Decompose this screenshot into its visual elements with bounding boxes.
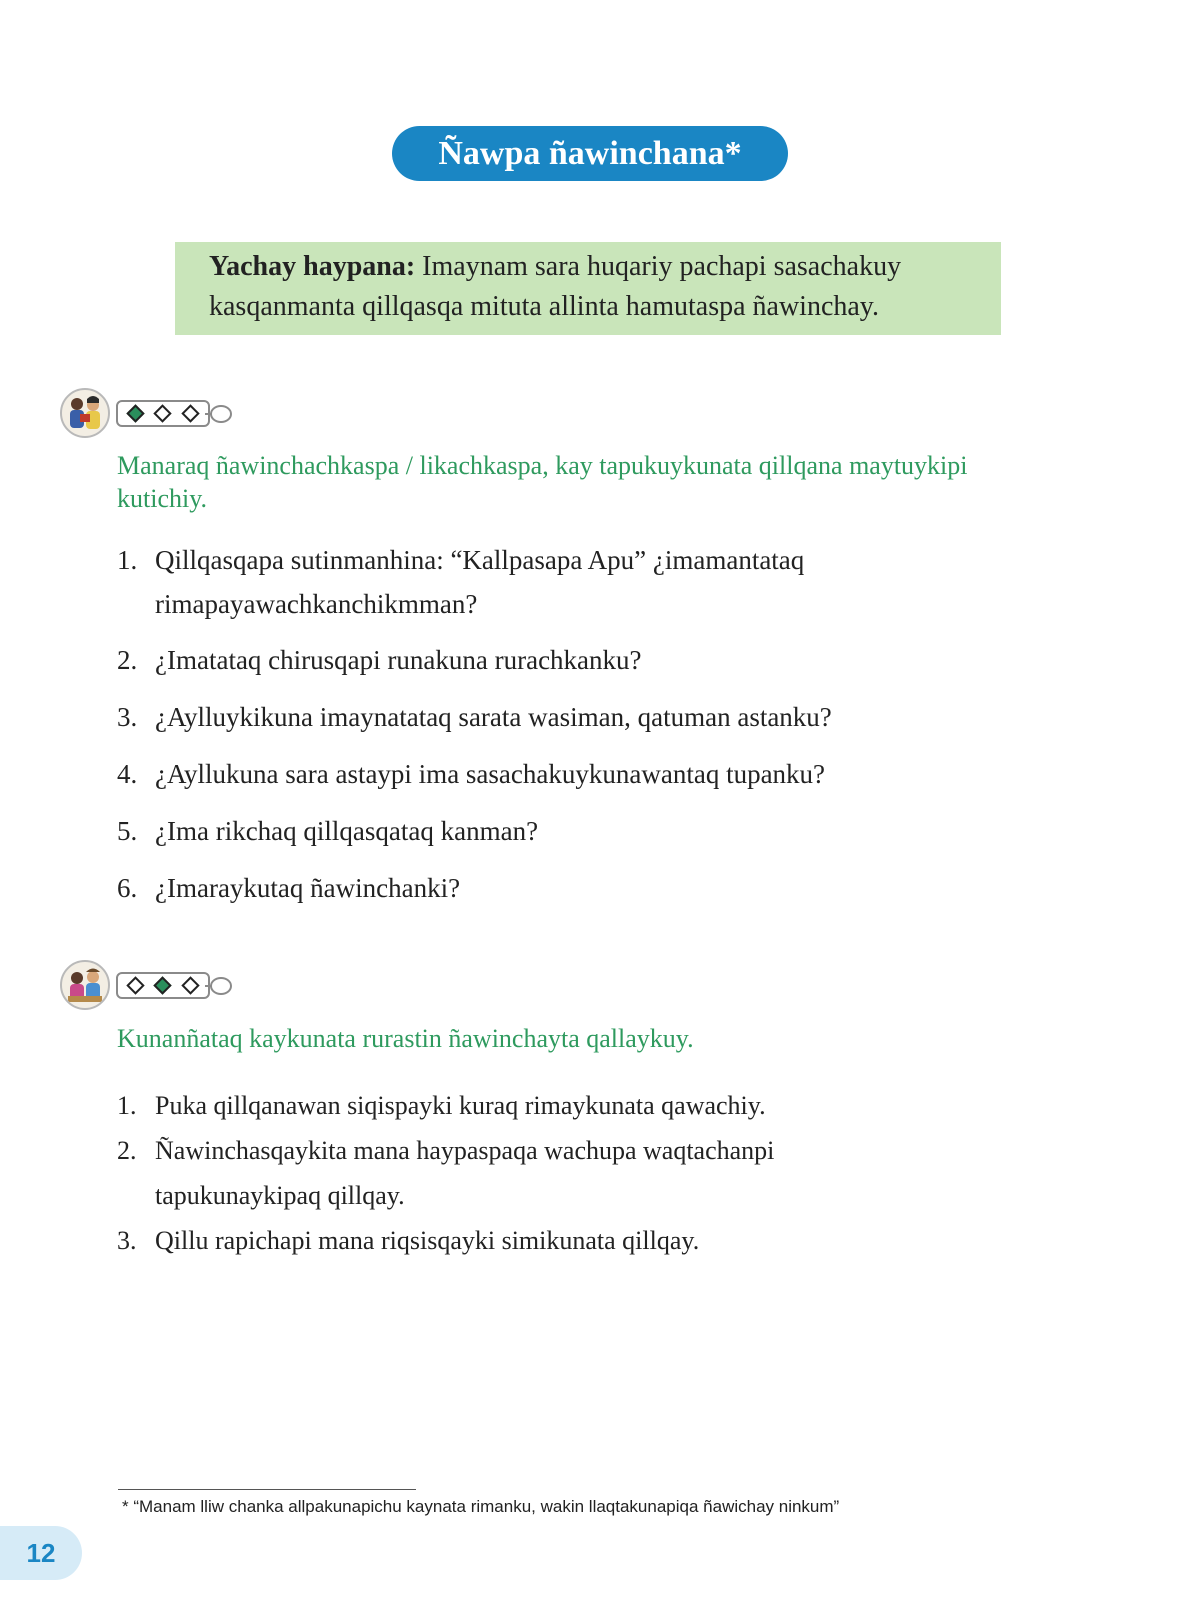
item-number: 3. [117, 702, 138, 732]
page-number: 12 [26, 1537, 56, 1568]
item-number: 1. [117, 545, 138, 575]
item-text: ¿Aylluykikuna imaynatataq sarata wasiman, qatuman astanku? [155, 702, 832, 732]
question-list [117, 538, 997, 910]
item-text: ¿Imatataq chirusqapi runakuna rurachkanku? [155, 645, 642, 675]
item-text: ¿Ima rikchaq qillqasqataq kanman? [155, 816, 539, 846]
page-title [392, 126, 788, 181]
list-item [117, 695, 997, 739]
section1-instruction: Manaraq ñawinchachkaspa / likachkaspa, kay tapukuykunata qillqana maytuykipi kutichiy. [117, 451, 968, 513]
item-number: 4. [117, 759, 138, 789]
reading-pair-avatar-icon [60, 388, 110, 438]
item-number: 1. [117, 1091, 137, 1120]
list-item [117, 638, 997, 682]
item-number: 3. [117, 1226, 137, 1255]
list-item [117, 1218, 997, 1263]
item-text: Qillqasqapa sutinmanhina: “Kallpasapa Apu” ¿imamantataq rimapayawachkanchikmman? [155, 545, 805, 619]
difficulty-tag-2 [116, 972, 210, 999]
goal-label: Yachay haypana: [209, 251, 416, 282]
section2-instruction: Kunanñataq kaykunata rurastin ñawinchayta qallaykuy. [117, 1024, 694, 1053]
item-text: ¿Ayllukuna sara astaypi ima sasachakuykunawantaq tupanku? [155, 759, 826, 789]
item-text: Qillu rapichapi mana riqsisqayki simikunata qillqay. [155, 1226, 700, 1255]
learning-goal-box [175, 242, 1001, 335]
list-item [117, 538, 997, 626]
item-number: 2. [117, 1136, 137, 1165]
level-marker-2 [60, 960, 240, 1014]
list-item [117, 809, 997, 853]
footnote: * “Manam lliw chanka allpakunapichu kaynata rimanku, wakin llaqtakunapiqa ñawichay ninkum” [122, 1497, 840, 1516]
diamond-empty-icon [181, 976, 199, 994]
diamond-filled-icon [154, 976, 172, 994]
page-title-text: Ñawpa ñawinchana* [438, 134, 742, 172]
list-item [117, 752, 997, 796]
item-number: 6. [117, 873, 138, 903]
list-item [117, 866, 997, 910]
tag-loop-icon [210, 977, 232, 995]
item-number: 5. [117, 816, 138, 846]
diamond-empty-icon [181, 404, 199, 422]
diamond-empty-icon [126, 976, 144, 994]
page-number-tab [0, 1526, 82, 1580]
list-item [117, 1128, 997, 1218]
item-number: 2. [117, 645, 138, 675]
list-item [117, 1083, 997, 1128]
difficulty-tag-1 [116, 400, 210, 427]
item-text: ¿Imaraykutaq ñawinchanki? [155, 873, 461, 903]
item-text: Puka qillqanawan siqispayki kuraq rimaykunata qawachiy. [155, 1091, 766, 1120]
level-marker-1 [60, 388, 240, 442]
diamond-filled-icon [126, 404, 144, 422]
writing-pair-avatar-icon [60, 960, 110, 1010]
tag-loop-icon [210, 405, 232, 423]
goal-text: Imaynam sara huqariy pachapi sasachakuy kasqanmanta qillqasqa mituta allinta hamutaspa ñawinchay. [209, 251, 902, 322]
task-list [117, 1083, 997, 1263]
footnote-divider [118, 1489, 416, 1490]
diamond-empty-icon [154, 404, 172, 422]
item-text: Ñawinchasqaykita mana haypaspaqa wachupa waqtachanpi tapukunaykipaq qillqay. [155, 1136, 775, 1210]
